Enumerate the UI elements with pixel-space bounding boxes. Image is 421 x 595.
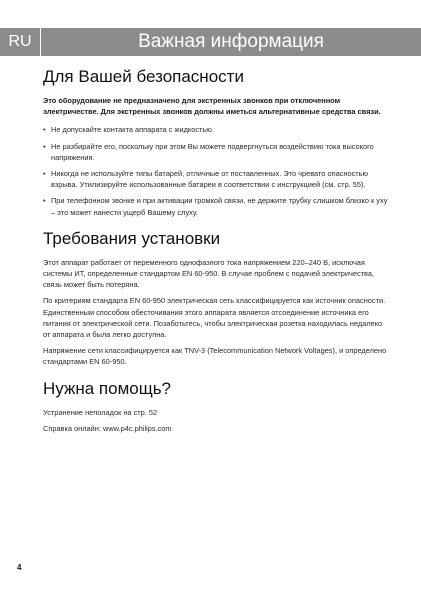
safety-list: [43, 124, 388, 217]
safety-warning: Это оборудование не предназначено для экстренных звонков при отключенном электричестве. Для экстренных звонков должны иметься альтернативные средства связи.: [43, 96, 381, 117]
install-paragraph: Этот аппарат работает от переменного однофазного тока напряжением 220–240 В, исключая системы ИТ, определенные стандартом EN 60-950. В случае проблем с подачей электричества, связь может быть потеряна.: [43, 257, 375, 290]
help-section: [43, 378, 388, 434]
page-title: Важная информация: [41, 28, 421, 56]
install-heading: Требования установки: [43, 228, 221, 248]
safety-heading: Для Вашей безопасности: [43, 67, 244, 86]
install-paragraph: Напряжение сети классифицируется как TNV-3 (Telecommunication Network Voltages), и определено стандартами EN 60-950.: [43, 346, 387, 367]
page-number: 4: [17, 563, 22, 572]
list-item: • При телефонном звонке и при активации громкой связи, не держите трубку слишком близко к уху – это может нанести ущерб Вашему слуху.: [43, 196, 388, 217]
install-paragraph: По критериям стандарта EN 60-950 электрическая сеть классифицируется как источник опасности. Единственным способом обесточивания этого аппарата является отсоединение источника его питания от электрической сети. Позаботьтесь, чтобы электрическая розетка находилась недалеко от аппарата и была легко доступна.: [43, 296, 386, 340]
bullet-icon: •: [43, 125, 46, 135]
safety-section: [43, 66, 388, 218]
list-item: • Не разбирайте его, поскольку при этом Вы можете подвергнуться воздействию тока высокого напряжения.: [43, 141, 374, 162]
help-heading: Нужна помощь?: [43, 378, 172, 398]
page-header: [0, 28, 421, 56]
list-item: • Не допускайте контакта аппарата с жидкостью.: [43, 125, 214, 135]
language-badge: RU: [0, 28, 40, 56]
troubleshooting-text: Устранение неполадок на стр. 52: [43, 407, 158, 417]
online-help-text: Справка онлайн: www.p4c.philips.com: [43, 423, 172, 433]
bullet-icon: •: [43, 196, 46, 206]
list-item: • Никогда не используйте типы батарей, отличные от поставленных. Это чревато опасностью взрыва. Утилизируйте использованные батареи в соответствии с инструкцией (см. стр. 55).: [43, 169, 369, 190]
install-section: [43, 228, 388, 368]
bullet-icon: •: [43, 141, 46, 151]
main-content: [43, 66, 388, 439]
bullet-icon: •: [43, 169, 46, 179]
